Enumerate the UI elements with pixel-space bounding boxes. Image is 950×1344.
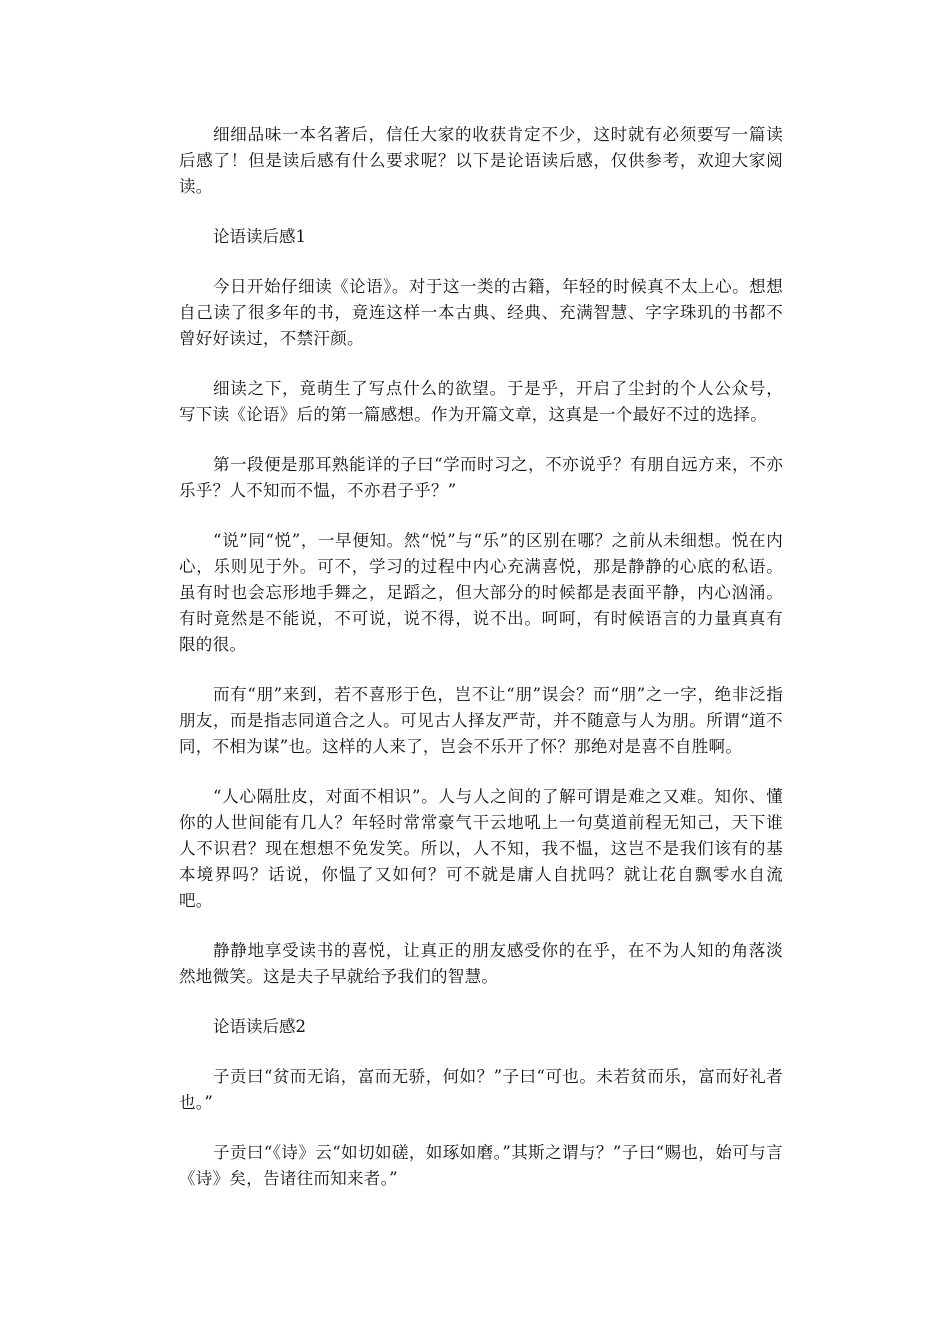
- document-body: [179, 122, 783, 1216]
- section-heading-1: 论语读后感1: [213, 227, 306, 246]
- body-paragraph: “说”同“悦”，一早便知。然“悦”与“乐”的区别在哪？之前从未细想。悦在内心，乐则见于外。可不，学习的过程中内心充满喜悦，那是静静的心底的私语。虽有时也会忘形地手舞之，足蹈之，但大部分的时候都是表面平静，内心汹涌。有时竟然是不能说，不可说，说不得，说不出。呵呵，有时候语言的力量真真有限的很。: [179, 531, 783, 654]
- body-paragraph: 第一段便是那耳熟能详的子曰“学而时习之，不亦说乎？有朋自远方来，不亦乐乎？人不知而不愠，不亦君子乎？”: [179, 455, 783, 500]
- body-paragraph: 而有“朋”来到，若不喜形于色，岂不让“朋”误会？而“朋”之一字，绝非泛指朋友，而是指志同道合之人。可见古人择友严苛，并不随意与人为朋。所谓“道不同，不相为谋”也。这样的人来了，岂会不乐开了怀？那绝对是喜不自胜啊。: [179, 685, 783, 756]
- body-paragraph: 子贡曰“《诗》云“如切如磋，如琢如磨。”其斯之谓与？”子曰“赐也，始可与言《诗》矣，告诸往而知来者。”: [179, 1143, 783, 1188]
- intro-paragraph: 细细品味一本名著后，信任大家的收获肯定不少，这时就有必须要写一篇读后感了！但是读后感有什么要求呢？以下是论语读后感，仅供参考，欢迎大家阅读。: [179, 125, 783, 196]
- section-heading-2: 论语读后感2: [213, 1017, 306, 1036]
- body-paragraph: 今日开始仔细读《论语》。对于这一类的古籍，年轻的时候真不太上心。想想自己读了很多年的书，竟连这样一本古典、经典、充满智慧、字字珠玑的书都不曾好好读过，不禁汗颜。: [179, 277, 783, 348]
- body-paragraph: 静静地享受读书的喜悦，让真正的朋友感受你的在乎，在不为人知的角落淡然地微笑。这是夫子早就给予我们的智慧。: [179, 941, 783, 986]
- body-paragraph: 细读之下，竟萌生了写点什么的欲望。于是乎，开启了尘封的个人公众号，写下读《论语》后的第一篇感想。作为开篇文章，这真是一个最好不过的选择。: [179, 379, 783, 424]
- body-paragraph: 子贡曰“贫而无谄，富而无骄，何如？”子曰“可也。未若贫而乐，富而好礼者也。”: [179, 1067, 783, 1112]
- body-paragraph: “人心隔肚皮，对面不相识”。人与人之间的了解可谓是难之又难。知你、懂你的人世间能有几人？年轻时常常豪气干云地吼上一句莫道前程无知己，天下谁人不识君？现在想想不免发笑。所以，人不知，我不愠，这岂不是我们该有的基本境界吗？话说，你愠了又如何？可不就是庸人自扰吗？就让花自飘零水自流吧。: [179, 787, 783, 910]
